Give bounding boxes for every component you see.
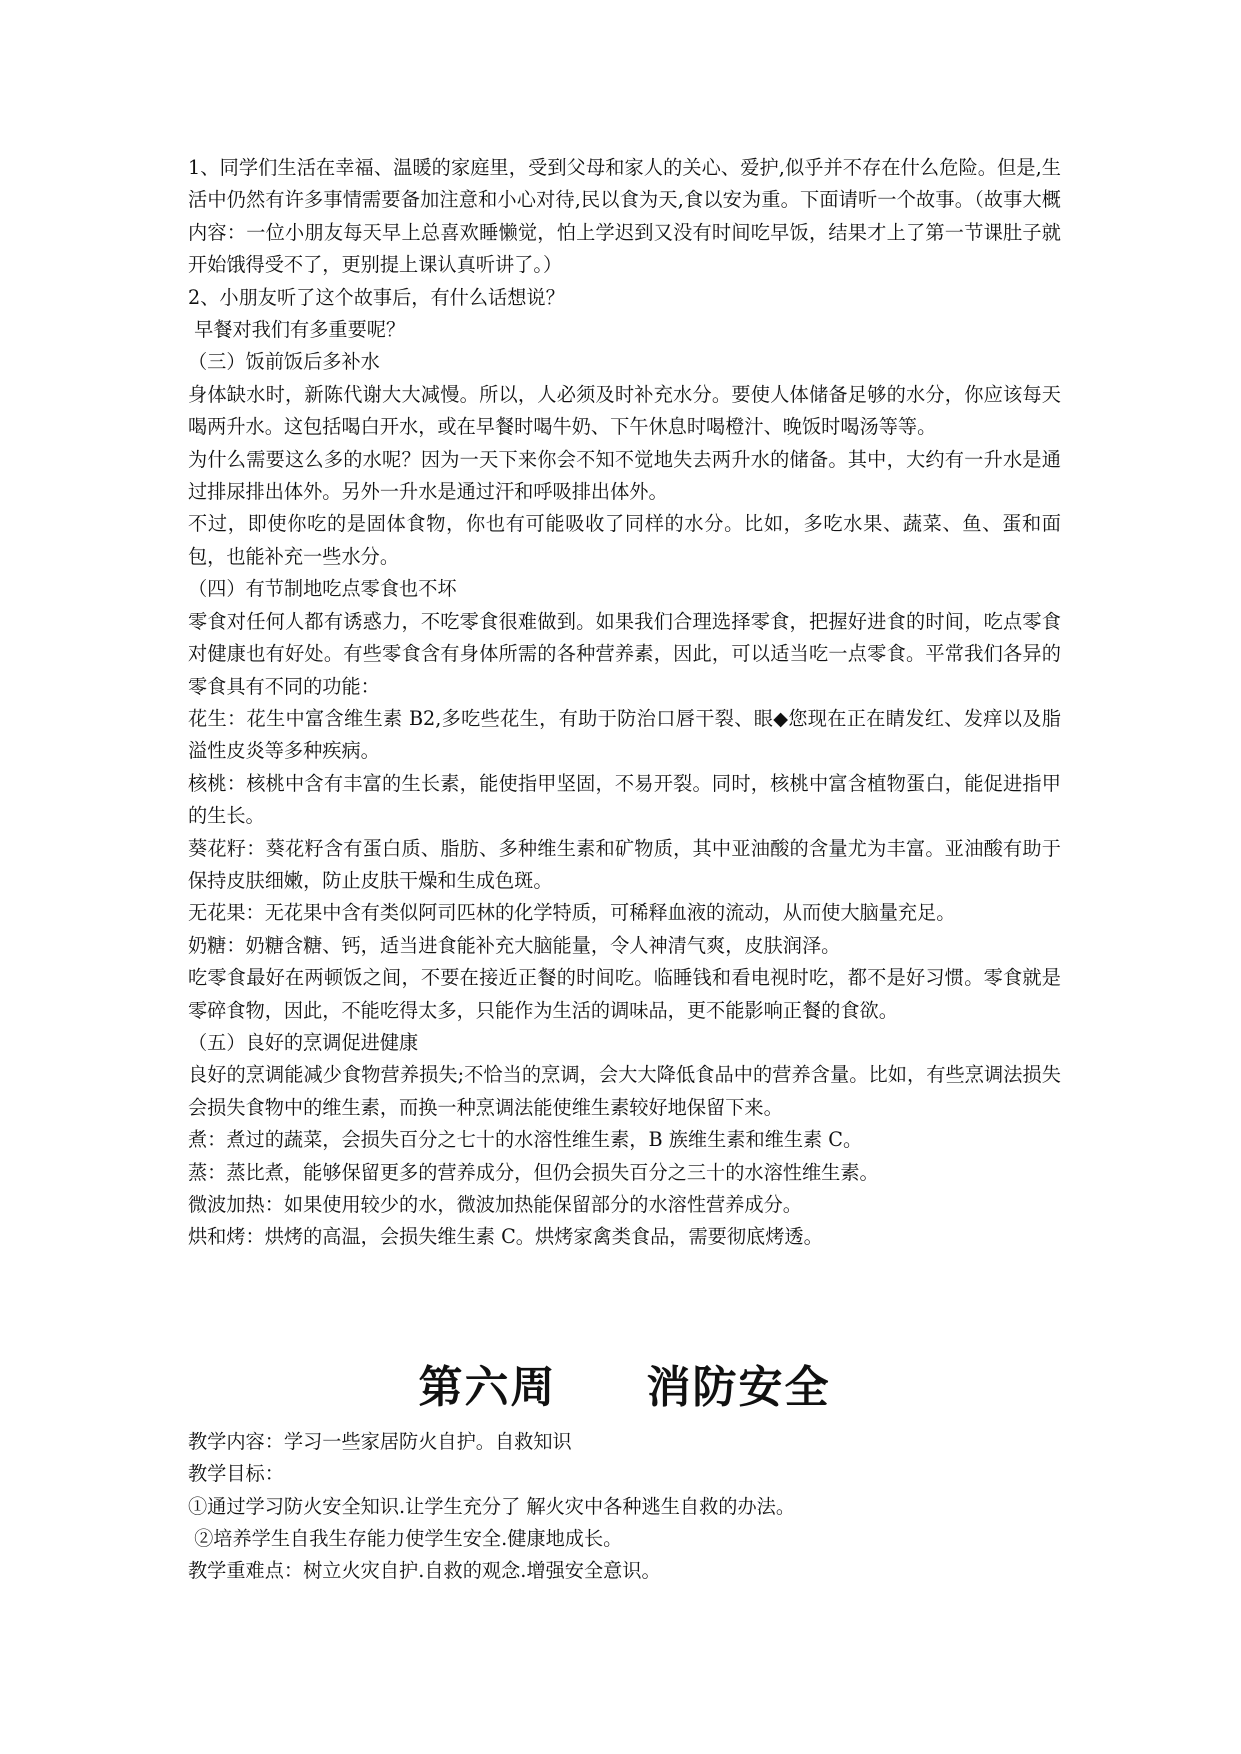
lesson-goals-label: 教学目标：	[188, 1462, 284, 1486]
section-heading: （五）良好的烹调促进健康	[188, 1030, 419, 1054]
paragraph: 微波加热：如果使用较少的水，微波加热能保留部分的水溶性营养成分。	[188, 1193, 802, 1216]
lesson-content: 教学内容：学习一些家居防火自护。自救知识	[188, 1429, 572, 1453]
paragraph: 奶糖：奶糖含糖、钙，适当进食能补充大脑能量，令人神清气爽，皮肤润泽。	[188, 933, 841, 957]
week-title-number: 第六周	[418, 1361, 557, 1413]
section-heading: （三）饭前饭后多补水	[188, 350, 380, 374]
lesson-key-points: 教学重难点：树立火灾自护.自救的观念.增强安全意识。	[188, 1559, 661, 1583]
paragraph: 蒸：蒸比煮，能够保留更多的营养成分，但仍会损失百分之三十的水溶性维生素。	[188, 1160, 879, 1184]
paragraph: 1、同学们生活在幸福、温暖的家庭里，受到父母和家人的关心、爱护,似乎并不存在什么危险。但是,生活中仍然有许多事情需要备加注意和小心对待,民以食为天,食以安为重。下面请听一个故事。（故事大概内容：一位小朋友每天早上总喜欢睡懒觉，怕上学迟到又没有时间吃早饭，结果才上了第一节课肚子就开始饿得受不了，更别提上课认真听讲了。）	[188, 156, 1061, 277]
lesson-goal-2: ②培养学生自我生存能力使学生安全.健康地成长。	[188, 1527, 623, 1551]
lesson-goal-1: ①通过学习防火安全知识.让学生充分了 解火灾中各种逃生自救的办法。	[188, 1494, 796, 1518]
paragraph: 早餐对我们有多重要呢？	[188, 318, 406, 342]
paragraph: 花生：花生中富含维生素 B2,多吃些花生，有助于防治口唇干裂、眼◆您现在正在睛发红、发痒以及脂溢性皮炎等多种疾病。	[188, 706, 1061, 763]
paragraph: 吃零食最好在两顿饭之间，不要在接近正餐的时间吃。临睡钱和看电视时吃，都不是好习惯。零食就是零碎食物，因此，不能吃得太多，只能作为生活的调味品，更不能影响正餐的食欲。	[188, 966, 1061, 1022]
paragraph: 煮：煮过的蔬菜，会损失百分之七十的水溶性维生素，B 族维生素和维生素 C。	[188, 1128, 863, 1152]
section-heading: （四）有节制地吃点零食也不坏	[188, 577, 457, 601]
week-title	[188, 1360, 1061, 1416]
paragraph: 零食对任何人都有诱惑力，不吃零食很难做到。如果我们合理选择零食，把握好进食的时间，吃点零食对健康也有好处。有些零食含有身体所需的各种营养素，因此，可以适当吃一点零食。平常我们各异的零食具有不同的功能：	[188, 609, 1061, 698]
paragraph: 身体缺水时，新陈代谢大大减慢。所以，人必须及时补充水分。要使人体储备足够的水分，你应该每天喝两升水。这包括喝白开水，或在早餐时喝牛奶、下午休息时喝橙汁、晚饭时喝汤等等。	[188, 382, 1061, 439]
paragraph: 葵花籽：葵花籽含有蛋白质、脂肪、多种维生素和矿物质，其中亚油酸的含量尤为丰富。亚油酸有助于保持皮肤细嫩，防止皮肤干燥和生成色斑。	[188, 836, 1061, 892]
paragraph: 良好的烹调能减少食物营养损失;不恰当的烹调，会大大降低食品中的营养含量。比如，有些烹调法损失会损失食物中的维生素，而换一种烹调法能使维生素较好地保留下来。	[188, 1063, 1061, 1119]
paragraph: 不过，即使你吃的是固体食物，你也有可能吸收了同样的水分。比如，多吃水果、蔬菜、鱼、蛋和面包，也能补充一些水分。	[188, 512, 1061, 568]
paragraph: 为什么需要这么多的水呢？因为一天下来你会不知不觉地失去两升水的储备。其中，大约有一升水是通过排尿排出体外。另外一升水是通过汗和呼吸排出体外。	[188, 447, 1061, 504]
week-title-topic: 消防安全	[646, 1361, 831, 1413]
paragraph: 2、小朋友听了这个故事后，有什么话想说？	[188, 285, 565, 309]
paragraph: 烘和烤：烘烤的高温，会损失维生素 C。烘烤家禽类食品，需要彻底烤透。	[188, 1225, 823, 1249]
paragraph: 无花果：无花果中含有类似阿司匹林的化学特质，可稀释血液的流动，从而使大脑量充足。	[188, 901, 956, 925]
paragraph: 核桃：核桃中含有丰富的生长素，能使指甲坚固，不易开裂。同时，核桃中富含植物蛋白，能促进指甲的生长。	[188, 771, 1061, 828]
